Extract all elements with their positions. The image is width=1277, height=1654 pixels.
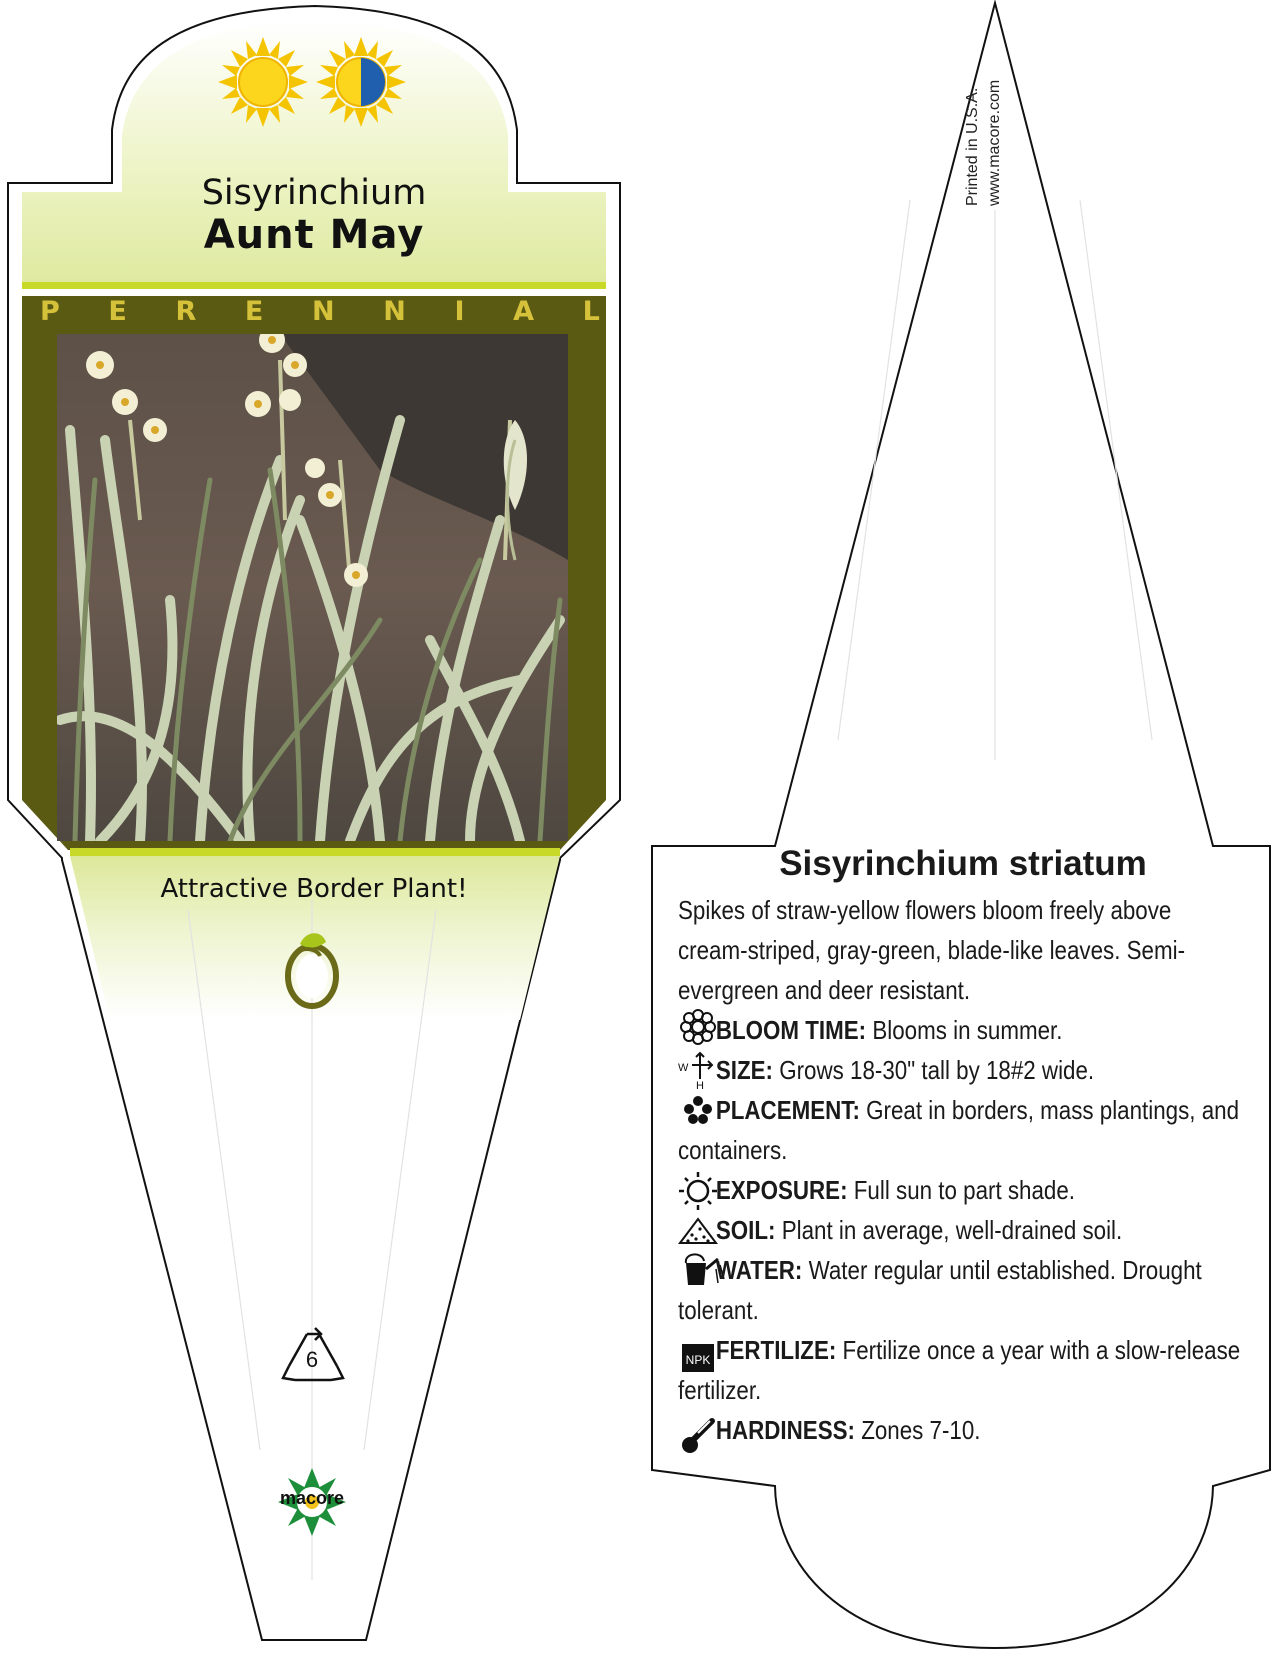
tagline: Attractive Border Plant! [160, 874, 468, 904]
part-shade-icon [316, 37, 406, 127]
row-label: FERTILIZE: [715, 1335, 837, 1365]
plant-genus: Sisyrinchium [201, 173, 427, 213]
row-text: Grows 18-30" tall by 18#2 wide. [772, 1055, 1095, 1085]
row-text: Fertilize once a year with a slow-release fertilizer. [678, 1335, 1241, 1405]
row-label: HARDINESS: [715, 1415, 855, 1445]
logo-text: macore [279, 1488, 345, 1508]
hardiness-row [678, 1410, 1246, 1450]
row-label: SOIL: [715, 1215, 776, 1245]
plant-cultivar: Aunt May [203, 212, 425, 258]
bloom-time-row [678, 1010, 1246, 1050]
category-letter: L [582, 296, 600, 327]
category-letter: E [244, 296, 264, 327]
exposure-row [678, 1170, 1246, 1210]
svg-text:NPK: NPK [685, 1353, 711, 1367]
website: www.macore.com [986, 79, 1003, 206]
fertilize-row [678, 1330, 1246, 1410]
row-text: Plant in average, well-drained soil. [775, 1215, 1123, 1245]
row-label: EXPOSURE: [715, 1175, 848, 1205]
category-letter: I [454, 296, 465, 327]
plant-photo [57, 327, 568, 841]
lower-rule [70, 848, 560, 856]
printer-info [962, 38, 1022, 206]
category-letter: N [312, 296, 335, 327]
description: Spikes of straw-yellow flowers bloom freely above cream-striped, gray-green, blade-like leaves. Semi-evergreen and deer resistant. [678, 895, 1186, 1005]
category-letter: E [108, 296, 127, 327]
size-row [678, 1050, 1246, 1090]
row-label: PLACEMENT: [715, 1095, 860, 1125]
placement-row [678, 1090, 1246, 1170]
care-info [678, 844, 1248, 1450]
row-label: WATER: [715, 1255, 803, 1285]
row-label: SIZE: [715, 1055, 773, 1085]
category-letter: P [40, 296, 60, 327]
row-text: Zones 7-10. [854, 1415, 981, 1445]
water-row [678, 1250, 1246, 1330]
category-letter: A [513, 296, 535, 327]
soil-row [678, 1210, 1246, 1250]
row-text: Full sun to part shade. [847, 1175, 1076, 1205]
row-text: Blooms in summer. [866, 1015, 1063, 1045]
botanical-name: Sisyrinchium striatum [779, 844, 1147, 883]
recycle-number: 6 [305, 1347, 319, 1372]
svg-text:H: H [696, 1080, 704, 1092]
svg-text:W: W [678, 1062, 689, 1074]
plant-category [40, 296, 600, 327]
category-letter: N [383, 296, 406, 327]
header-rule [22, 282, 606, 289]
row-text: Great in borders, mass plantings, and containers. [678, 1095, 1240, 1165]
category-letter: R [175, 296, 197, 327]
row-text: Water regular until established. Drought tolerant. [678, 1255, 1202, 1325]
printed-in: Printed in U.S.A. [964, 87, 981, 206]
full-sun-icon [218, 37, 308, 127]
row-label: BLOOM TIME: [715, 1015, 867, 1045]
